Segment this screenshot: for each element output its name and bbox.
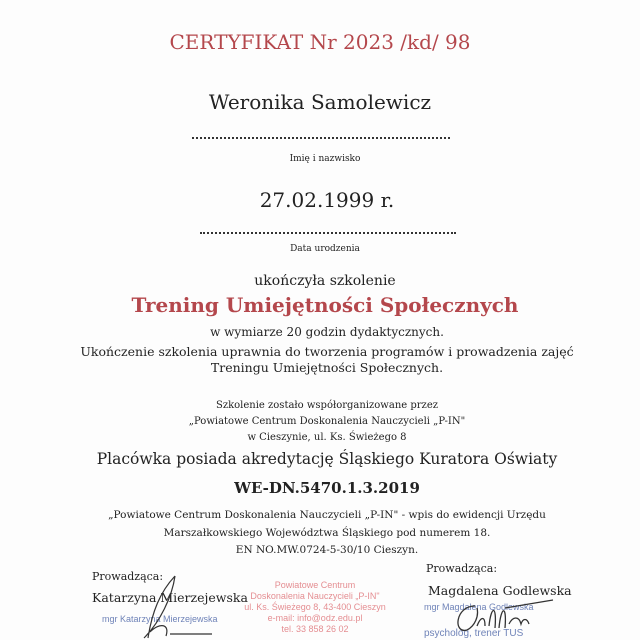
coorg-line-1: Szkolenie zostało współorganizowane przez	[215, 400, 439, 411]
recipient-name: Weronika Samolewicz	[208, 90, 432, 114]
right-handwritten-signature	[445, 596, 555, 636]
left-signer-name: Katarzyna Mierzejewska	[92, 590, 248, 605]
registry-line-2: Marszałkowskiego Województwa Śląskiego pod numerem 18.	[163, 527, 491, 539]
left-signer-label: Prowadząca:	[92, 570, 164, 583]
birth-label: Data urodzenia	[290, 244, 360, 254]
stamp-line-4: e-mail: info@odz.edu.pl	[267, 613, 363, 623]
stamp-line-1: Powiatowe Centrum	[274, 580, 356, 590]
coorg-line-2: „Powiatowe Centrum Doskonalenia Nauczycieli „P-IN"	[188, 416, 466, 427]
accreditation-text: Placówka posiada akredytację Śląskiego Kuratora Oświaty	[96, 450, 558, 468]
name-label: Imię i nazwisko	[289, 154, 361, 164]
institution-stamp	[240, 580, 390, 635]
entitles-line-2: Treningu Umiejętności Społecznych.	[210, 360, 444, 375]
certificate-title: CERTYFIKAT Nr 2023 /kd/ 98	[169, 30, 471, 54]
left-handwritten-signature	[130, 572, 220, 640]
birth-dotted-line	[200, 232, 456, 234]
left-signer-stamp: mgr Katarzyna Mierzejewska	[102, 614, 218, 624]
stamp-line-5: tel. 33 858 26 02	[281, 624, 349, 634]
right-signer-name: Magdalena Godlewska	[428, 583, 572, 598]
completed-text: ukończyła szkolenie	[254, 273, 396, 289]
name-dotted-line	[192, 137, 450, 139]
registry-line-3: EN NO.MW.0724-5-30/10 Cieszyn.	[235, 544, 419, 556]
entitles-line-1: Ukończenie szkolenia uprawnia do tworzenia programów i prowadzenia zajęć	[80, 344, 574, 359]
accreditation-number: WE-DN.5470.1.3.2019	[234, 479, 420, 497]
registry-line-1: „Powiatowe Centrum Doskonalenia Nauczycieli „P-IN" - wpis do ewidencji Urzędu	[108, 509, 546, 521]
coorg-line-3: w Cieszynie, ul. Ks. Świeżego 8	[247, 432, 407, 443]
birth-date: 27.02.1999 r.	[259, 188, 395, 212]
hours-text: w wymiarze 20 godzin dydaktycznych.	[210, 325, 444, 339]
stamp-line-2: Doskonalenia Nauczycieli „P-IN"	[250, 591, 380, 601]
right-signer-role: psycholog, trener TUS	[424, 628, 524, 639]
right-signer-label: Prowadząca:	[426, 562, 498, 575]
right-signer-stamp: mgr Magdalena Godlewska	[424, 602, 534, 612]
stamp-line-3: ul. Ks. Świeżego 8, 43-400 Cieszyn	[244, 602, 386, 612]
course-title: Trening Umiejętności Społecznych	[131, 293, 519, 317]
